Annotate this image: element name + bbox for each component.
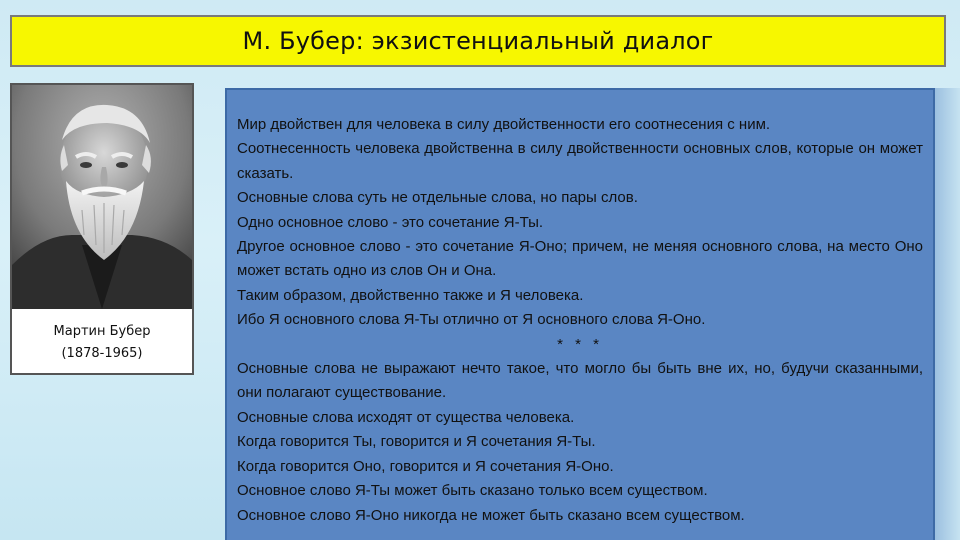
text-paragraph: Основное слово Я-Ты может быть сказано только всем существом. <box>237 482 708 500</box>
caption-years: (1878-1965) <box>61 346 143 361</box>
caption-name: Мартин Бубер <box>53 324 151 339</box>
text-paragraph: Ибо Я основного слова Я-Ты отлично от Я основного слова Я-Оно. <box>237 311 706 329</box>
text-paragraph: Соотнесенность человека двойственна в силу двойственности основных слов, которые он может сказать. <box>237 140 923 182</box>
text-paragraph: Другое основное слово - это сочетание Я-Оно; причем, не меняя основного слова, на место Оно может встать одно из слов Он и Она. <box>237 238 923 280</box>
text-paragraph: Основные слова суть не отдельные слова, но пары слов. <box>237 189 638 207</box>
quote-text-panel <box>225 88 935 540</box>
slide-title-bar <box>10 15 946 67</box>
portrait-photo <box>12 85 192 309</box>
text-paragraph: Мир двойствен для человека в силу двойственности его соотнесения с ним. <box>237 116 771 133</box>
text-paragraph: Когда говорится Оно, говорится и Я сочетания Я-Оно. <box>237 457 614 475</box>
text-paragraph: Основное слово Я-Оно никогда не может быть сказано всем существом. <box>237 506 745 524</box>
text-paragraph: Основные слова не выражают нечто такое, что могло бы быть вне их, но, будучи сказанными, они полагают существование. <box>237 360 923 402</box>
slide-title: М. Бубер: экзистенциальный диалог <box>242 27 714 55</box>
text-paragraph: Таким образом, двойственно также и Я человека. <box>237 286 584 304</box>
section-separator: * * * <box>557 335 603 353</box>
text-paragraph: Когда говорится Ты, говорится и Я сочетания Я-Ты. <box>237 433 596 451</box>
decorative-edge <box>935 88 960 540</box>
portrait-caption <box>12 321 192 365</box>
portrait-card <box>10 83 194 375</box>
text-paragraph: Одно основное слово - это сочетание Я-Ты. <box>237 213 544 231</box>
text-paragraph: Основные слова исходят от существа человека. <box>237 408 575 426</box>
